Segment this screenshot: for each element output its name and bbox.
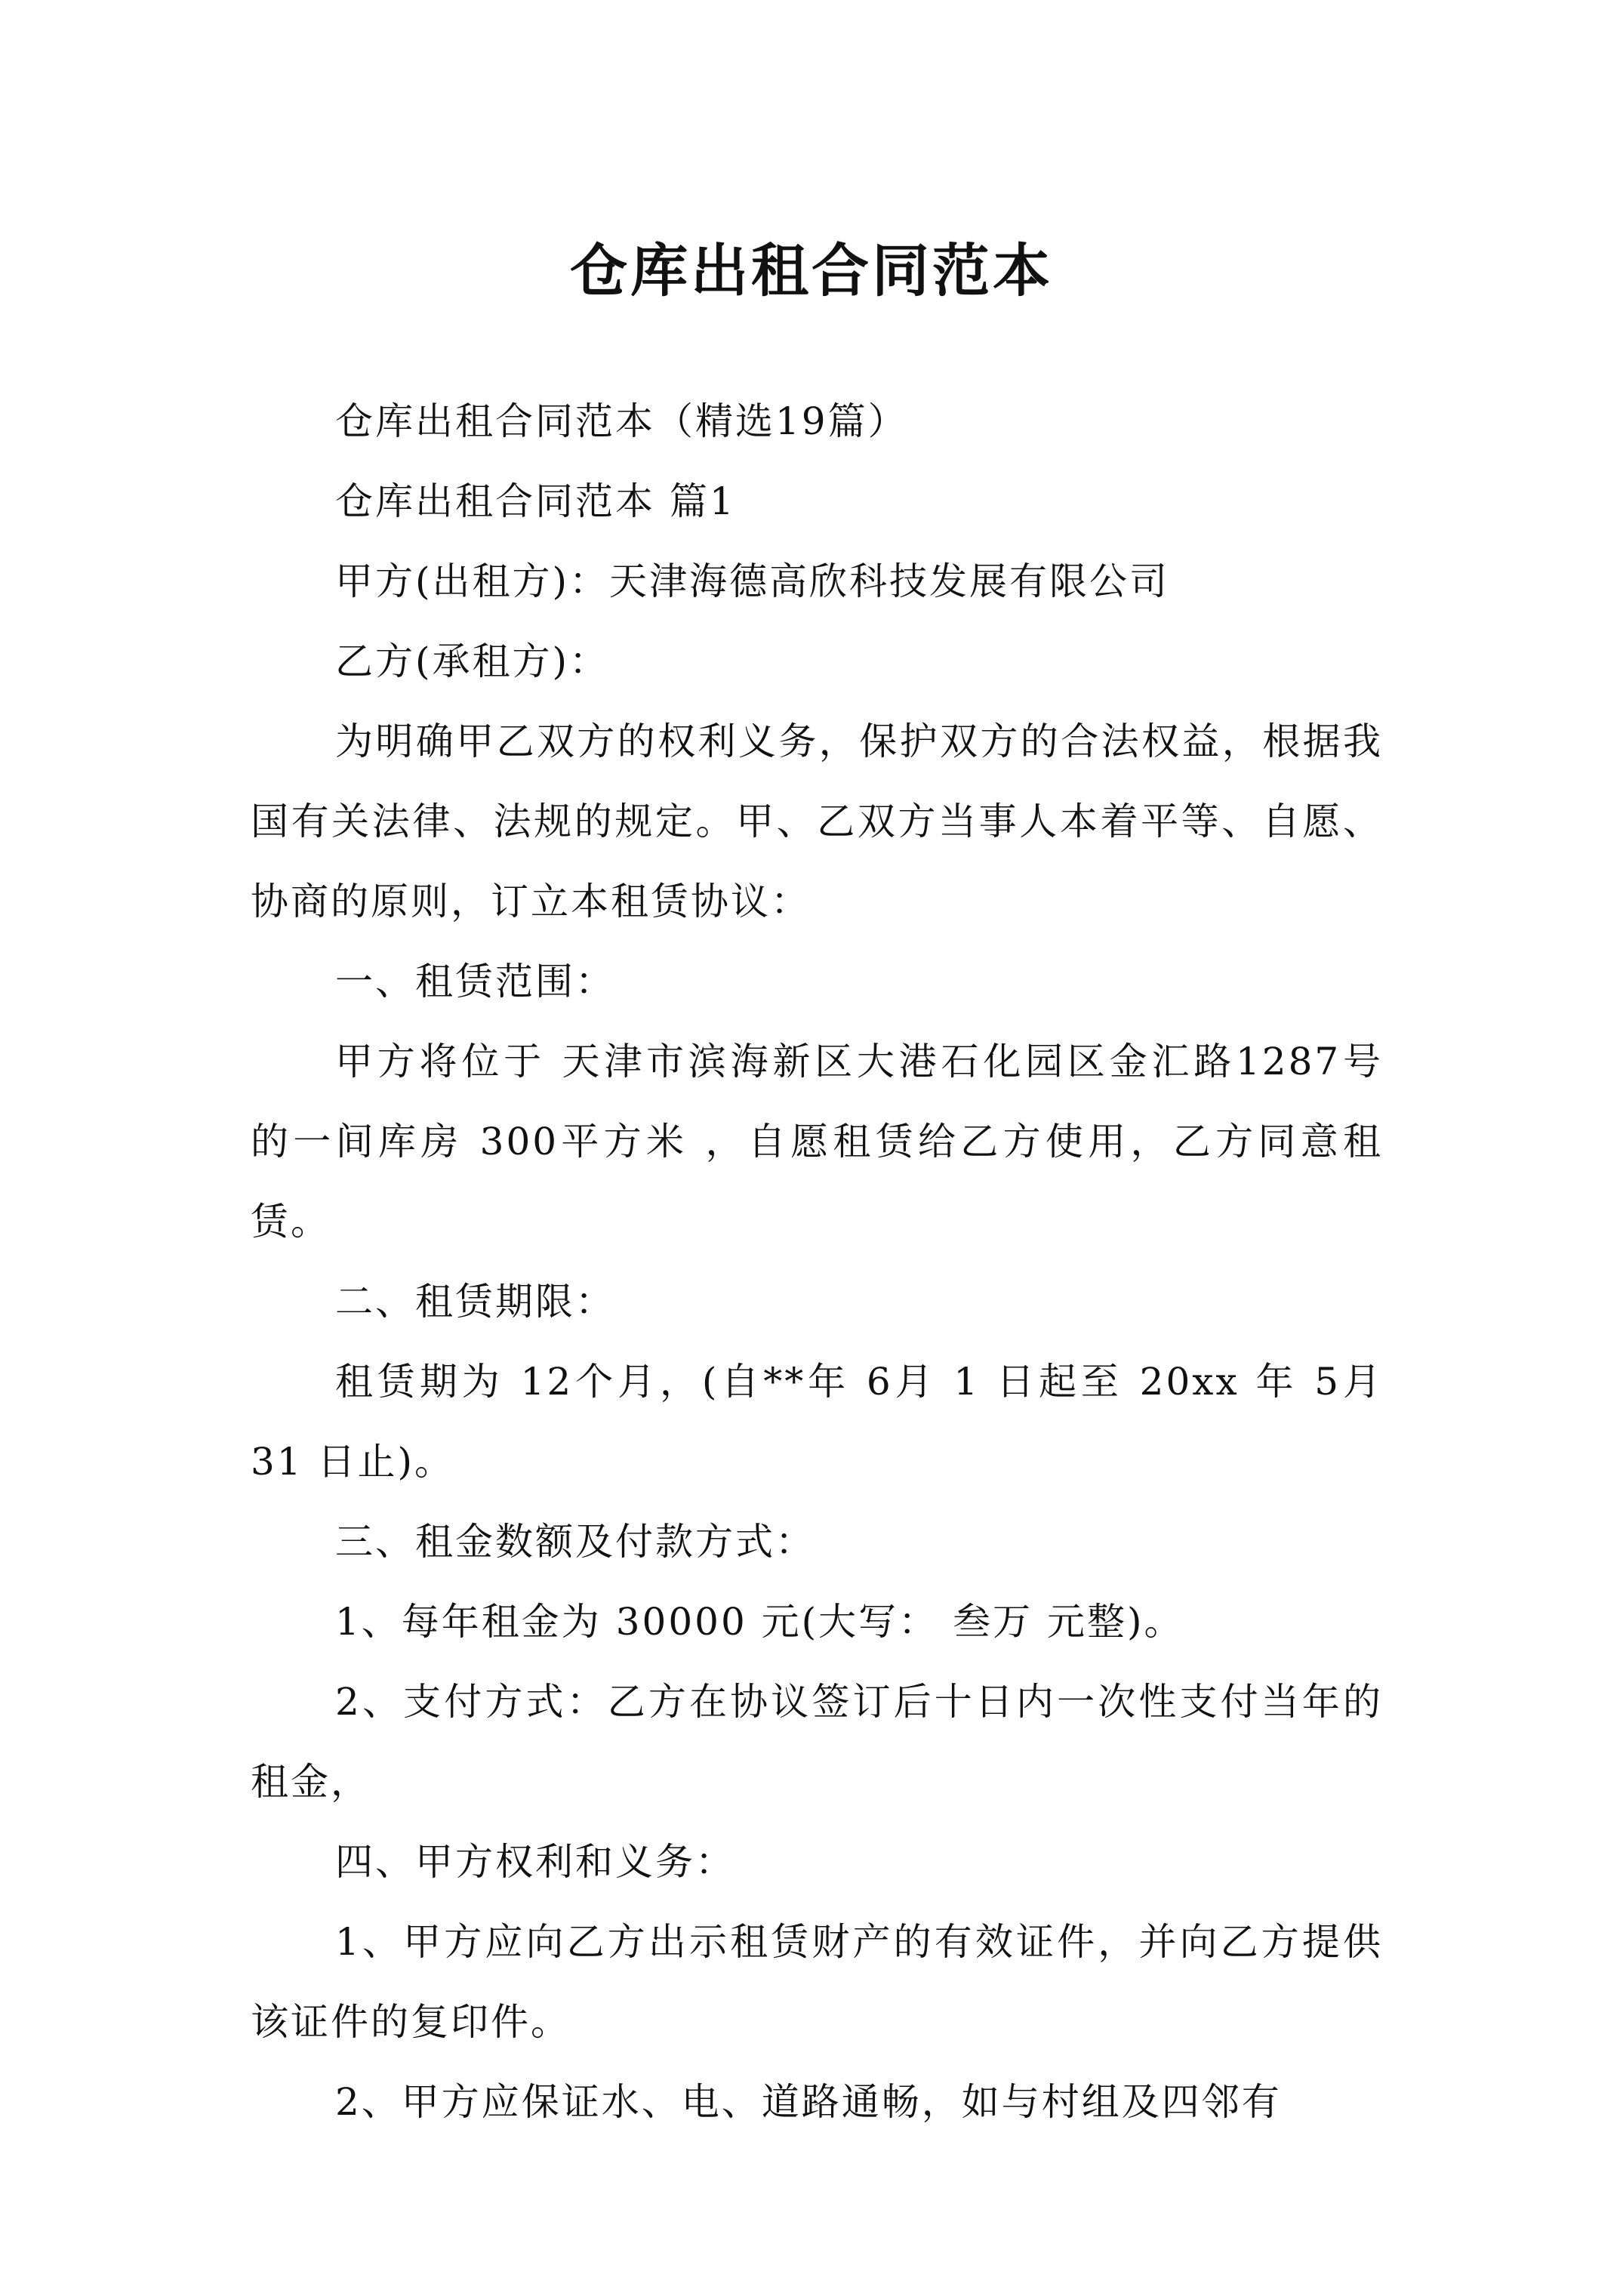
paragraph: 乙方(承租方)： xyxy=(335,639,610,683)
paragraph: 为明确甲乙双方的权利义务，保护双方的合法权益，根据我国有关法律、法规的规定。甲、乙双方当事人本着平等、自愿、协商的原则，订立本租赁协议： xyxy=(251,720,1383,923)
paragraph: 1、甲方应向乙方出示租赁财产的有效证件，并向乙方提供该证件的复印件。 xyxy=(251,1920,1383,2044)
document-title: 仓库出租合同范本 xyxy=(570,236,1053,304)
paragraph: 租赁期为 12个月，(自**年 6月 1 日起至 20xx 年 5月 31 日止)。 xyxy=(251,1360,1383,1484)
paragraph: 一、租赁范围： xyxy=(335,960,615,1003)
paragraph: 2、甲方应保证水、电、道路通畅，如与村组及四邻有 xyxy=(335,2080,1282,2124)
paragraph: 2、支付方式：乙方在协议签订后十日内一次性支付当年的租金， xyxy=(251,1680,1383,1804)
paragraph: 四、甲方权利和义务： xyxy=(335,1840,735,1884)
paragraph: 三、租金数额及付款方式： xyxy=(335,1520,815,1564)
paragraph: 二、租赁期限： xyxy=(335,1280,615,1324)
paragraph: 甲方(出租方)：天津海德高欣科技发展有限公司 xyxy=(335,559,1170,603)
paragraph: 仓库出租合同范本 篇1 xyxy=(335,479,736,523)
paragraph: 甲方将位于 天津市滨海新区大港石化园区金汇路1287号 的一间库房 300平方米 ，自愿租赁给乙方使用，乙方同意租赁。 xyxy=(251,1040,1383,1244)
paragraph: 仓库出租合同范本（精选19篇） xyxy=(335,399,908,443)
paragraph: 1、每年租金为 30000 元(大写： 叁万 元整)。 xyxy=(335,1600,1184,1644)
document-body xyxy=(251,381,1383,2142)
